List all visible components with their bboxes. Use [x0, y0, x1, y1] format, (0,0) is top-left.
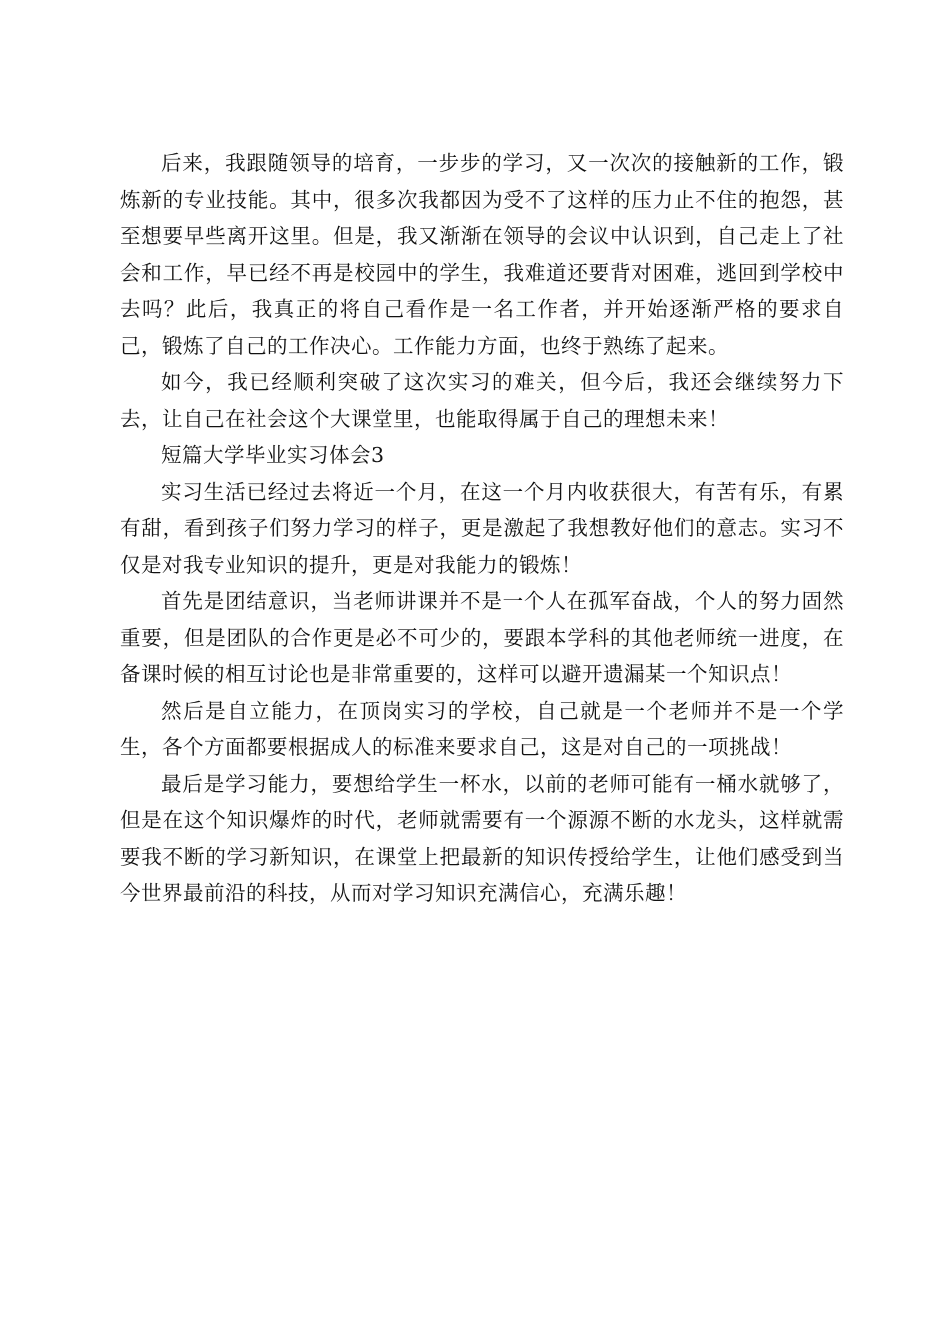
paragraph-5: 然后是自立能力，在顶岗实习的学校，自己就是一个老师并不是一个学生，各个方面都要根据成人的标准来要求自己，这是对自己的一项挑战！ — [120, 698, 844, 759]
document-page — [120, 145, 844, 912]
paragraph-3: 实习生活已经过去将近一个月，在这一个月内收获很大，有苦有乐，有累有甜，看到孩子们努力学习的样子，更是激起了我想教好他们的意志。实习不仅是对我专业知识的提升，更是对我能力的锻炼！ — [120, 479, 844, 577]
paragraph-2: 如今，我已经顺利突破了这次实习的难关，但今后，我还会继续努力下去，让自己在社会这个大课堂里，也能取得属于自己的理想未来！ — [120, 370, 844, 431]
section-heading: 短篇大学毕业实习体会3 — [161, 443, 385, 467]
paragraph-1: 后来，我跟随领导的培育，一步步的学习，又一次次的接触新的工作，锻炼新的专业技能。其中，很多次我都因为受不了这样的压力止不住的抱怨，甚至想要早些离开这里。但是，我又渐渐在领导的会议中认识到，自己走上了社会和工作，早已经不再是校园中的学生，我难道还要背对困难，逃回到学校中去吗？此后，我真正的将自己看作是一名工作者，并开始逐渐严格的要求自己，锻炼了自己的工作决心。工作能力方面，也终于熟练了起来。 — [120, 151, 844, 358]
paragraph-6: 最后是学习能力，要想给学生一杯水，以前的老师可能有一桶水就够了，但是在这个知识爆炸的时代，老师就需要有一个源源不断的水龙头，这样就需要我不断的学习新知识，在课堂上把最新的知识传授给学生，让他们感受到当今世界最前沿的科技，从而对学习知识充满信心，充满乐趣！ — [120, 771, 844, 905]
paragraph-4: 首先是团结意识，当老师讲课并不是一个人在孤军奋战，个人的努力固然重要，但是团队的合作更是必不可少的，要跟本学科的其他老师统一进度，在备课时候的相互讨论也是非常重要的，这样可以避开遗漏某一个知识点！ — [120, 589, 844, 686]
